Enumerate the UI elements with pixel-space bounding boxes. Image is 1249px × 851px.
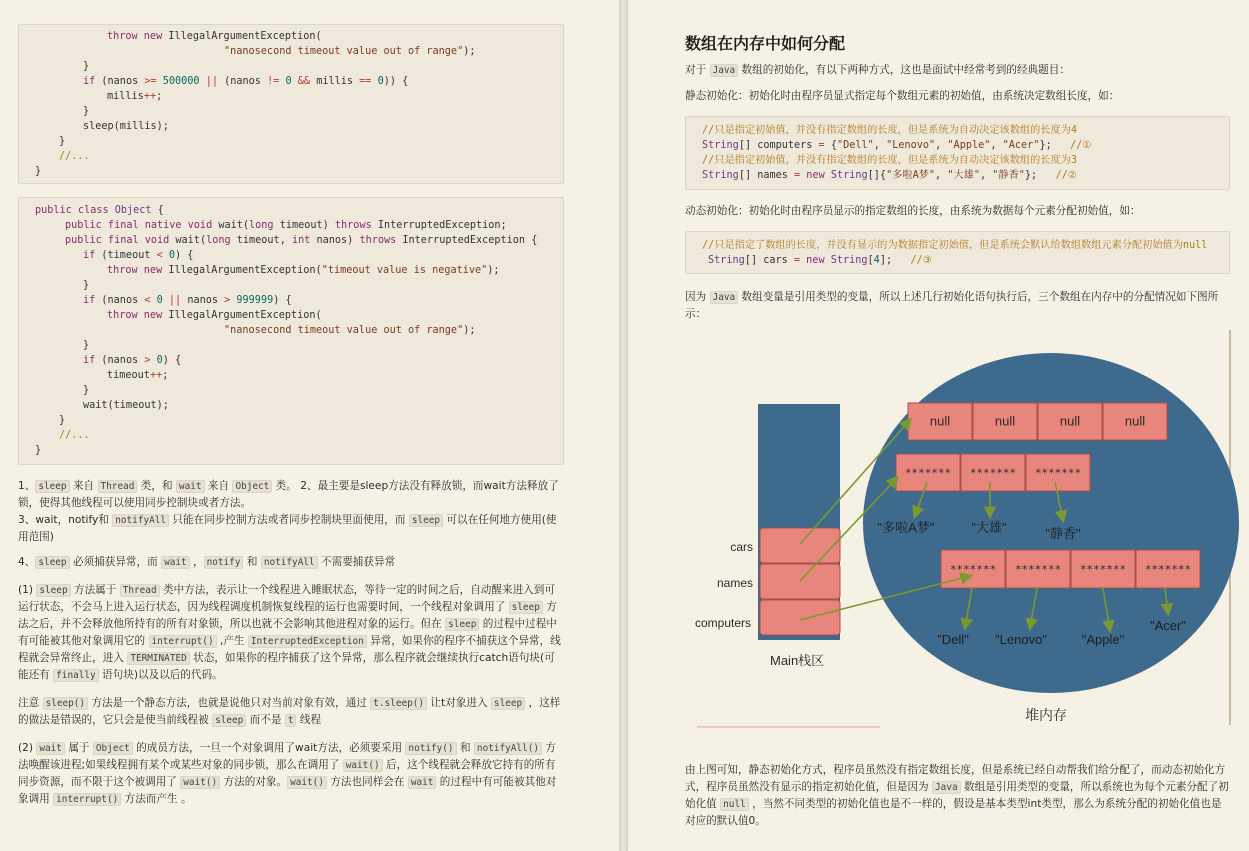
- code-token: );: [463, 46, 476, 57]
- code-token: String: [708, 255, 745, 266]
- inline-code: InterruptedException: [248, 635, 367, 648]
- text-run: 方法属于: [70, 584, 120, 596]
- paragraph-static-init: [685, 88, 1233, 105]
- text-run: 注意: [18, 697, 43, 709]
- code-token: =: [818, 140, 825, 151]
- code-line: [19, 44, 563, 59]
- code-token: (nanos: [101, 355, 145, 366]
- code-token: [] cars: [744, 255, 794, 266]
- inline-code: Thread: [98, 480, 138, 493]
- text-run: 线程: [296, 714, 322, 726]
- code-token: 0: [377, 76, 384, 87]
- code-line: [19, 308, 563, 323]
- code-token: ;: [156, 91, 163, 102]
- computers-ref-cell-label: *******: [1079, 563, 1127, 576]
- text-run: 的过程中有可能被其他对象调用: [18, 776, 557, 805]
- code-token: }: [83, 340, 90, 351]
- code-token: new: [806, 170, 831, 181]
- code-token: }: [35, 445, 42, 456]
- text-run: 对于: [685, 64, 710, 76]
- code-token: ) {: [175, 250, 194, 261]
- null-cell-label: null: [1059, 413, 1081, 429]
- code-token: //只是指定初始值，并没有指定数组的长度，但是系统为自动决定该数组的长度为4: [702, 125, 1077, 136]
- code-token: wait(timeout);: [83, 400, 169, 411]
- code-token: "nanosecond timeout value out of range": [224, 46, 464, 57]
- inline-code: sleep: [35, 556, 69, 569]
- code-token: long: [249, 220, 274, 231]
- stack-label-names: names: [716, 576, 753, 590]
- text-run: 静态初始化：初始化时由程序员显式指定每个数组元素的初始值，由系统决定数组长度，如：: [685, 90, 1120, 102]
- inline-code: Object: [232, 480, 272, 493]
- inline-code: Java: [932, 781, 961, 794]
- paragraph-sleep-static-note: [18, 695, 562, 729]
- paragraph-reason: [685, 289, 1231, 323]
- code-token: }: [59, 136, 66, 147]
- code-token: <: [144, 295, 151, 306]
- code-token: IllegalArgumentException(: [168, 31, 322, 42]
- code-token: 4: [873, 255, 880, 266]
- code-line: [19, 89, 563, 104]
- code-token: InterruptedException {: [402, 235, 538, 246]
- code-token: ) {: [273, 295, 292, 306]
- inline-code: notify(): [405, 742, 456, 755]
- code-token: IllegalArgumentException(: [168, 310, 322, 321]
- code-token: }: [83, 106, 90, 117]
- code-token: ,: [979, 170, 993, 181]
- text-run: 方法之后，并不会释放他所持有的所有对象锁，所以也就不会影响其他进程对象的运行。但在: [18, 601, 557, 630]
- cars-array-null-row: [908, 403, 1167, 440]
- code-token: millis: [310, 76, 360, 87]
- computers-ref-cell-label: *******: [949, 563, 997, 576]
- text-run: 而不是: [246, 714, 285, 726]
- text-run: 必须捕获异常，而: [69, 556, 162, 568]
- code-line: [19, 398, 563, 413]
- text-run: 数组的初始化，有以下两种方式，这也是面试中经常考到的经典题目：: [738, 64, 1070, 76]
- code-line: [19, 413, 563, 428]
- array-value-label: "多啦A梦": [877, 520, 935, 535]
- code-token: "Acer": [1002, 140, 1040, 151]
- memory-diagram: [685, 330, 1245, 740]
- code-token: int: [291, 235, 311, 246]
- code-token: long: [206, 235, 231, 246]
- text-run: 语句块)以及以后的代码。: [98, 669, 223, 681]
- code-line: [19, 293, 563, 308]
- text-run: 1、: [18, 480, 36, 492]
- code-token: 0: [156, 295, 163, 306]
- code-token: if: [83, 76, 102, 87]
- code-token: if: [83, 355, 102, 366]
- code-token: throw new: [107, 265, 169, 276]
- code-token: {: [151, 205, 164, 216]
- code-token: };: [1024, 170, 1056, 181]
- stack-slot-computers: [760, 600, 840, 635]
- text-run: 类中方法，表示让一个线程进入睡眠状态，等待一定的时间之后，自动醒来进入到可运行状态，不会马上进入运行状态，因为线程调度机制恢复线程的运行也需要时间，一个线程对象调用了: [18, 584, 555, 613]
- code-line: [19, 368, 563, 383]
- code-token: (nanos: [101, 76, 145, 87]
- inline-code: sleep: [491, 697, 525, 710]
- code-line: [19, 119, 563, 134]
- code-token: //只是指定初始值，并没有指定数组的长度，但是系统为自动决定该数组的长度为3: [702, 155, 1077, 166]
- page-gutter: [619, 0, 628, 851]
- names-ref-cell-label: *******: [1034, 466, 1082, 480]
- code-token: (nanos: [101, 295, 145, 306]
- paragraph-conclusion: [685, 762, 1231, 830]
- code-line: [686, 153, 1229, 168]
- code-token: if: [83, 295, 102, 306]
- code-token: nanos: [181, 295, 225, 306]
- inline-code: wait: [408, 776, 437, 789]
- right-page: [628, 0, 1249, 851]
- code-token: millis: [107, 91, 144, 102]
- code-token: "大雄": [947, 170, 980, 181]
- code-token: }: [83, 61, 90, 72]
- code-line: [686, 253, 1229, 268]
- code-token: >=: [144, 76, 157, 87]
- code-line: [686, 138, 1229, 153]
- text-run: 方法唤醒该进程;如果线程拥有某个或某些对象的同步锁，那么在调用了: [18, 742, 556, 771]
- code-block-static-init: [685, 116, 1230, 190]
- code-token: >: [144, 355, 151, 366]
- code-line: [19, 263, 563, 278]
- code-token: throws: [334, 220, 378, 231]
- text-run: 类。 2、最主要是sleep方法没有释放锁，而wait方法释放了锁，使得其他线程可以使用同步控制块或者方法。: [18, 480, 559, 509]
- text-run: 异常，如果你的程序不捕获这个异常，线程就会异常终止，进入: [18, 635, 561, 664]
- inline-code: t.sleep(): [370, 697, 427, 710]
- text-run: 由上图可知，静态初始化方式，程序员虽然没有指定数组长度，但是系统已经自动帮我们给分配了，而动态初始化方式，程序员虽然没有显示的指定初始化值，但是因为: [685, 764, 1226, 793]
- text-run: 的过程中过程中有可能被其他对象调用它的: [18, 618, 557, 647]
- text-run: 3、wait，notify和: [18, 514, 113, 526]
- computers-array-row: [941, 550, 1200, 588]
- null-cell-label: null: [1124, 413, 1146, 429]
- code-line: [19, 104, 563, 119]
- inline-code: notifyAll: [112, 514, 169, 527]
- code-token: String: [702, 140, 739, 151]
- text-run: (2): [18, 742, 37, 754]
- stack-label-cars: cars: [730, 540, 753, 554]
- code-token: public final void: [65, 235, 176, 246]
- names-ref-cell-label: *******: [969, 466, 1017, 480]
- text-run: 来自: [69, 480, 98, 492]
- code-token: "静香": [992, 170, 1025, 181]
- code-token: {: [824, 140, 837, 151]
- code-token: }: [83, 280, 90, 291]
- text-run: 的成员方法，一旦一个对象调用了wait方法，必须要采用: [132, 742, 406, 754]
- text-run: ，当然不同类型的初始化值也是不一样的，假设是基本类型int类型，那么为系统分配的初始化值也是对应的默认值0。: [685, 798, 1222, 827]
- code-block-object-class: [18, 197, 564, 465]
- code-token: //②: [1055, 170, 1077, 181]
- paragraph-dynamic-init: [685, 203, 1233, 220]
- code-token: //...: [59, 430, 90, 441]
- code-token: if: [83, 250, 102, 261]
- code-token: }: [35, 166, 42, 177]
- code-line: [19, 443, 563, 458]
- code-token: IllegalArgumentException(: [168, 265, 322, 276]
- text-run: ，这样的做法是错误的，它只会是使当前线程被: [18, 697, 561, 726]
- text-run: (1): [18, 584, 37, 596]
- code-token: throws: [359, 235, 403, 246]
- code-block-sleep: [18, 24, 564, 184]
- text-run: 来自: [204, 480, 233, 492]
- code-token: String: [830, 255, 868, 266]
- inline-code: wait: [161, 556, 190, 569]
- inline-code: TERMINATED: [127, 652, 189, 665]
- code-token: InterruptedException;: [377, 220, 507, 231]
- text-run: 状态，如果你的程序捕获了这个异常，那么程序就会继续执行catch语句块(可能还有: [18, 652, 555, 681]
- inline-code: null: [720, 798, 749, 811]
- code-line: [19, 248, 563, 263]
- code-line: [19, 383, 563, 398]
- code-token: }: [83, 385, 90, 396]
- code-line: [19, 164, 563, 179]
- code-line: [686, 123, 1229, 138]
- code-token: 0: [168, 250, 176, 261]
- code-token: //只是指定了数组的长度，并没有显示的为数据指定初始值，但是系统会默认给数组数组元素分配初始值为null: [702, 240, 1208, 251]
- array-value-label: "静香": [1045, 526, 1081, 541]
- text-run: 可以在任何地方使用(使用范围): [18, 514, 557, 543]
- inline-code: notifyAll: [261, 556, 318, 569]
- code-token: ;: [162, 370, 169, 381]
- text-run: 因为: [685, 291, 710, 303]
- paragraph-intro: [685, 62, 1233, 79]
- code-token: <: [156, 250, 163, 261]
- inline-code: wait: [176, 480, 205, 493]
- code-line: [19, 149, 563, 164]
- text-run: 方法是一个静态方法，也就是说他只对当前对象有效，通过: [88, 697, 371, 709]
- array-value-label: "Lenovo": [995, 632, 1047, 647]
- code-token: //①: [1070, 140, 1092, 151]
- code-token: ) {: [162, 355, 182, 366]
- inline-code: sleep(): [43, 697, 89, 710]
- code-token: (nanos: [218, 76, 268, 87]
- text-run: 方法也同样会在: [326, 776, 408, 788]
- text-run: 属于: [64, 742, 93, 754]
- inline-code: sleep: [445, 618, 479, 631]
- code-line: [19, 29, 563, 44]
- text-run: 方法而产生 。: [121, 793, 192, 805]
- paragraph-exception: [18, 554, 562, 571]
- inline-code: interrupt(): [149, 635, 217, 648]
- inline-code: wait: [36, 742, 65, 755]
- code-token: [] computers: [738, 140, 819, 151]
- code-token: );: [487, 265, 500, 276]
- stack-slot-names: [760, 564, 840, 599]
- code-block-dynamic-init: [685, 231, 1230, 274]
- code-token: public final native void: [65, 220, 219, 231]
- code-token: throw new: [107, 310, 169, 321]
- names-ref-cell-label: *******: [904, 466, 952, 480]
- code-line: [19, 278, 563, 293]
- stack-title: Main栈区: [770, 653, 825, 668]
- code-line: [19, 338, 563, 353]
- text-run: 让t对象进入: [427, 697, 491, 709]
- null-cell-label: null: [994, 413, 1016, 429]
- section-title: 数组在内存中如何分配: [685, 34, 846, 53]
- array-value-label: "Apple": [1081, 632, 1125, 647]
- null-cell-label: null: [929, 413, 951, 429]
- inline-code: t: [285, 714, 297, 727]
- text-run: 数组是引用类型的变量，所以系统也为每个元素分配了初始化值: [685, 781, 1229, 810]
- code-line: [19, 353, 563, 368]
- inline-code: sleep: [212, 714, 246, 727]
- heap-title: 堆内存: [1025, 707, 1067, 723]
- code-token: timeout): [273, 220, 335, 231]
- text-run: 只能在同步控制方法或者同步控制块里面使用，而: [169, 514, 409, 526]
- text-run: 类，和: [137, 480, 176, 492]
- text-run: 动态初始化：初始化时由程序员显示的指定数组的长度，由系统为数据每个元素分配初始值，如：: [685, 205, 1141, 217]
- computers-ref-cell-label: *******: [1144, 563, 1192, 576]
- code-token: //③: [910, 255, 932, 266]
- text-run: 不需要捕获异常: [317, 556, 396, 568]
- inline-code: Java: [710, 64, 739, 77]
- paragraph-sleep-detail: [18, 582, 562, 684]
- code-token: "nanosecond timeout value out of range": [224, 325, 464, 336]
- code-token: 0: [156, 355, 163, 366]
- text-run: 后，这个线程就会释放它持有的所有同步资源，而不限于这个被调用了: [18, 759, 556, 788]
- code-token: ++: [149, 370, 163, 381]
- code-token: "多啦A梦": [886, 170, 936, 181]
- text-run: 和: [456, 742, 474, 754]
- inline-code: wait(): [343, 759, 383, 772]
- inline-code: wait(): [287, 776, 327, 789]
- code-token: //...: [59, 151, 90, 162]
- array-value-label: "Acer": [1150, 618, 1186, 633]
- computers-ref-cell-label: *******: [1014, 563, 1062, 576]
- code-token: timeout,: [230, 235, 292, 246]
- stack-label-computers: computers: [694, 616, 751, 630]
- inline-code: notifyAll(): [474, 742, 542, 755]
- code-token: 500000: [162, 76, 200, 87]
- code-token: throw new: [107, 31, 169, 42]
- code-token: &&: [297, 76, 311, 87]
- code-token: public class: [35, 205, 115, 216]
- code-token: wait(: [218, 220, 250, 231]
- code-token: =: [793, 255, 801, 266]
- code-token: ||: [168, 295, 182, 306]
- code-token: ++: [143, 91, 157, 102]
- paragraph-sleep-vs-wait: [18, 478, 562, 546]
- text-run: ，: [189, 556, 204, 568]
- code-line: [19, 428, 563, 443]
- inline-code: sleep: [36, 584, 70, 597]
- code-token: >: [224, 295, 231, 306]
- code-token: String: [702, 170, 739, 181]
- text-run: 方法的对象。: [220, 776, 288, 788]
- text-run: 4、: [18, 556, 36, 568]
- inline-code: Thread: [120, 584, 160, 597]
- code-token: []{: [867, 170, 887, 181]
- code-token: }: [59, 415, 66, 426]
- code-token: (timeout: [101, 250, 157, 261]
- code-token: ,: [935, 170, 948, 181]
- inline-code: Java: [710, 291, 739, 304]
- code-token: "Dell": [836, 140, 874, 151]
- array-value-label: "大雄": [971, 520, 1007, 535]
- code-line: [19, 59, 563, 74]
- stack-slot-cars: [760, 528, 840, 563]
- text-run: ,产生: [216, 635, 248, 647]
- code-token: );: [463, 325, 476, 336]
- code-token: "Apple": [947, 140, 991, 151]
- code-line: [19, 74, 563, 89]
- code-token: ||: [205, 76, 218, 87]
- paragraph-wait-detail: [18, 740, 562, 808]
- inline-code: interrupt(): [53, 793, 121, 806]
- text-run: 和: [243, 556, 261, 568]
- inline-code: Object: [93, 742, 133, 755]
- code-token: Object: [114, 205, 152, 216]
- code-token: new: [806, 255, 831, 266]
- code-token: };: [1039, 140, 1071, 151]
- code-token: wait(: [175, 235, 207, 246]
- code-token: sleep(millis);: [83, 121, 169, 132]
- code-token: String: [830, 170, 868, 181]
- code-line: [19, 218, 563, 233]
- inline-code: sleep: [409, 514, 443, 527]
- inline-code: wait(): [180, 776, 220, 789]
- text-run: 数组变量是引用类型的变量，所以上述几行初始化语句执行后，三个数组在内存中的分配情况如下图所示：: [685, 291, 1219, 320]
- inline-code: notify: [204, 556, 244, 569]
- code-token: timeout: [107, 370, 150, 381]
- code-token: =: [794, 170, 801, 181]
- array-value-label: "Dell": [937, 632, 969, 647]
- code-line: [19, 203, 563, 218]
- code-line: [686, 238, 1229, 253]
- code-token: ,: [990, 140, 1003, 151]
- code-token: ==: [359, 76, 372, 87]
- left-page: [0, 0, 619, 851]
- code-token: nanos): [310, 235, 360, 246]
- inline-code: finally: [53, 669, 99, 682]
- code-token: [] names: [738, 170, 795, 181]
- code-token: ,: [873, 140, 887, 151]
- code-token: 999999: [236, 295, 274, 306]
- code-token: )) {: [383, 76, 409, 87]
- code-token: 0: [285, 76, 292, 87]
- code-line: [686, 168, 1229, 183]
- code-line: [19, 134, 563, 149]
- code-token: "Lenovo": [886, 140, 936, 151]
- code-line: [19, 323, 563, 338]
- code-token: "timeout value is negative": [321, 265, 488, 276]
- code-token: ];: [879, 255, 911, 266]
- inline-code: sleep: [509, 601, 543, 614]
- code-token: [: [867, 255, 874, 266]
- code-token: !=: [267, 76, 280, 87]
- inline-code: sleep: [35, 480, 69, 493]
- code-token: ,: [935, 140, 948, 151]
- code-line: [19, 233, 563, 248]
